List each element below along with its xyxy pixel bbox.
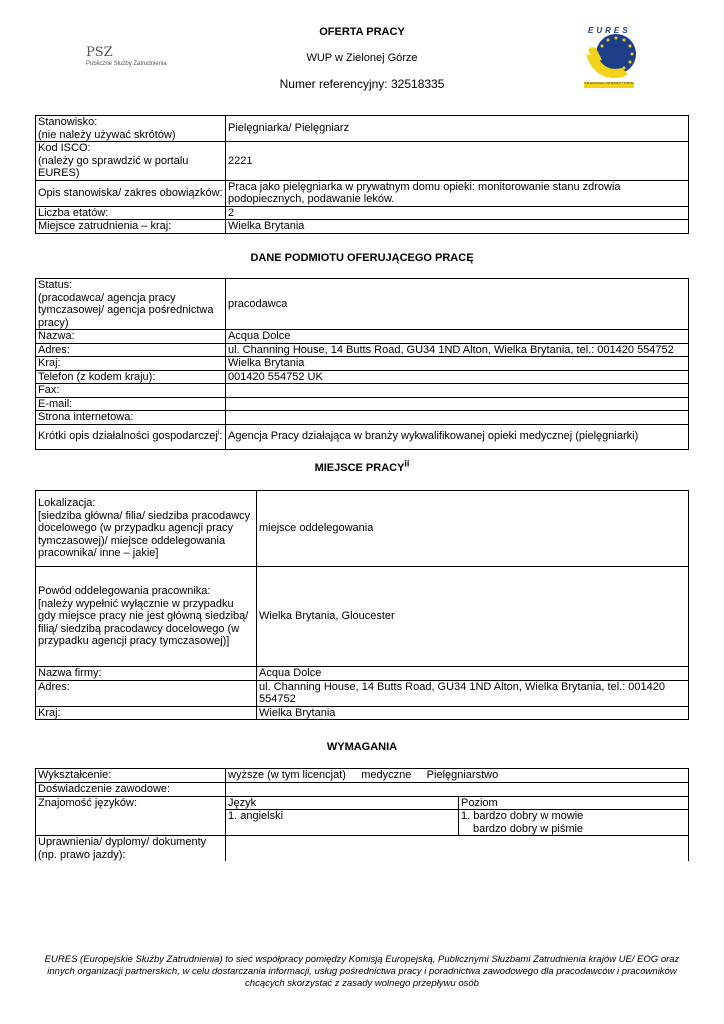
permits-value xyxy=(226,836,689,862)
table-row xyxy=(36,357,689,371)
table-row xyxy=(36,384,689,398)
psz-logo-abbr: PSZ xyxy=(86,45,113,60)
education-level: wyższe (w tym licencjat) xyxy=(228,769,346,782)
table-row xyxy=(36,796,689,810)
table-row xyxy=(36,279,689,330)
table-row xyxy=(36,370,689,384)
psz-logo-text: Publiczne Służby Zatrudnienia xyxy=(86,61,167,67)
languages-label: Znajomość języków: xyxy=(36,796,226,836)
eures-logo xyxy=(582,24,638,92)
table-row xyxy=(36,220,689,234)
requirements-heading: WYMAGANIA xyxy=(326,741,398,753)
employer-status-label: Status: (pracodawca/ agencja pracy tymczasowej/ agencja pośrednictwa pracy) xyxy=(36,279,226,330)
location-label: Lokalizacja: [siedziba główna/ filia/ siedziba pracodawcy docelowego (w przypadku agencji pracy tymczasowej)/ miejsce oddelegowania pracownika/ inne – jakie] xyxy=(36,491,257,567)
employer-fax-value xyxy=(226,384,689,398)
education-field: medyczne xyxy=(361,769,412,782)
reference-value: 32518335 xyxy=(391,77,445,91)
employer-name-label: Nazwa: xyxy=(36,330,226,344)
company-address-label: Adres: xyxy=(36,680,257,706)
table-row xyxy=(36,491,689,567)
employer-email-label: E-mail: xyxy=(36,397,226,411)
positions-count-label: Liczba etatów: xyxy=(36,206,226,220)
language-value: 1. angielski xyxy=(226,810,459,836)
language-column-header: Język xyxy=(226,796,459,810)
isco-code-label: Kod ISCO: (należy go sprawdzić w portalu EURES) xyxy=(36,142,226,181)
education-value xyxy=(226,769,689,783)
employer-email-value xyxy=(226,397,689,411)
employer-heading: DANE PODMIOTU OFERUJĄCEGO PRACĘ xyxy=(250,252,474,264)
job-table xyxy=(35,115,689,234)
level-speaking: 1. bardzo dobry w mowie xyxy=(461,810,584,822)
employer-name-value: Acqua Dolce xyxy=(226,330,689,344)
employer-activity-label xyxy=(36,424,226,449)
job-position-label: Stanowisko: (nie należy używać skrótów) xyxy=(36,116,226,142)
job-position-value: Pielęgniarka/ Pielęgniarz xyxy=(226,116,689,142)
education-label: Wykształcenie: xyxy=(36,769,226,783)
table-row xyxy=(36,667,689,681)
employment-country-label: Miejsce zatrudnienia – kraj: xyxy=(36,220,226,234)
employer-address-label: Adres: xyxy=(36,343,226,357)
level-column-header: Poziom xyxy=(459,796,689,810)
company-name-label: Nazwa firmy: xyxy=(36,667,257,681)
eures-logo-text: EURES xyxy=(588,26,631,35)
table-row xyxy=(36,567,689,667)
employer-activity-value: Agencja Pracy działająca w branży wykwalifikowanej opieki medycznej (pielęgniarki) xyxy=(226,424,689,449)
employer-table xyxy=(35,278,689,450)
table-row xyxy=(36,836,689,862)
workplace-heading xyxy=(262,458,462,474)
location-value: miejsce oddelegowania xyxy=(257,491,689,567)
eures-logo-subtext: THE EUROPEAN JOB MOBILITY PORTAL xyxy=(584,82,634,85)
isco-code-value: 2221 xyxy=(226,142,689,181)
activity-label-text: Krótki opis działalności gospodarczej xyxy=(38,430,218,443)
reference-label: Numer referencyjny: xyxy=(279,77,388,91)
table-row xyxy=(36,116,689,142)
employer-country-label: Kraj: xyxy=(36,357,226,371)
table-row xyxy=(36,411,689,425)
requirements-table xyxy=(35,768,689,861)
employer-address-value: ul. Channing House, 14 Butts Road, GU34 1ND Alton, Wielka Brytania, tel.: 001420 554752 xyxy=(226,343,689,357)
table-row xyxy=(36,424,689,449)
table-row xyxy=(36,343,689,357)
table-row xyxy=(36,783,689,797)
employer-fax-label: Fax: xyxy=(36,384,226,398)
job-description-value: Praca jako pielęgniarka w prywatnym domu opieki: monitorowanie stanu zdrowia podopiecznych, podawanie leków. xyxy=(226,180,689,206)
permits-label: Uprawnienia/ dyplomy/ dokumenty (np. prawo jazdy): xyxy=(36,836,226,862)
education-specialty: Pielęgniarstwo xyxy=(426,769,499,782)
workplace-table xyxy=(35,490,689,720)
positions-count-value: 2 xyxy=(226,206,689,220)
reference-number xyxy=(232,77,492,91)
psz-logo xyxy=(86,46,186,68)
company-address-value: ul. Channing House, 14 Butts Road, GU34 1ND Alton, Wielka Brytania, tel.: 001420 554752 xyxy=(257,680,689,706)
table-row xyxy=(36,330,689,344)
table-row xyxy=(36,142,689,181)
table-row xyxy=(36,397,689,411)
workplace-footnote-marker: ii xyxy=(404,458,410,469)
employer-status-value: pracodawca xyxy=(226,279,689,330)
activity-label-suffix: : xyxy=(219,430,223,443)
employer-phone-value: 001420 554752 UK xyxy=(226,370,689,384)
employer-phone-label: Telefon (z kodem kraju): xyxy=(36,370,226,384)
company-country-label: Kraj: xyxy=(36,706,257,720)
employer-country-value: Wielka Brytania xyxy=(226,357,689,371)
table-row xyxy=(36,706,689,720)
company-name-value: Acqua Dolce xyxy=(257,667,689,681)
table-row xyxy=(36,680,689,706)
office-name: WUP w Zielonej Górze xyxy=(306,52,418,64)
employer-website-label: Strona internetowa: xyxy=(36,411,226,425)
delegation-reason-label: Powód oddelegowania pracownika: [należy wypełnić wyłącznie w przypadku gdy miejsce pracy nie jest główną siedzibą/ filią/ siedzibą pracodawcy docelowego (w przypadku agencji pracy tymczasowej)] xyxy=(36,567,257,667)
table-row xyxy=(36,769,689,783)
workplace-heading-text: MIEJSCE PRACY xyxy=(314,462,405,474)
delegation-reason-value: Wielka Brytania, Gloucester xyxy=(257,567,689,667)
experience-label: Doświadczenie zawodowe: xyxy=(36,783,226,797)
document-title: OFERTA PRACY xyxy=(319,26,405,38)
level-writing: bardzo dobry w piśmie xyxy=(473,822,584,835)
company-country-value: Wielka Brytania xyxy=(257,706,689,720)
activity-footnote-marker: i xyxy=(217,429,220,437)
experience-value xyxy=(226,783,689,797)
footer-note: EURES (Europejskie Służby Zatrudnienia) to sieć współpracy pomiędzy Komisją Europejską, Publicznymi Służbami Zatrudnienia krajów UE/ EOG oraz innych organizacji partnerskich, w celu dostarczania informacji, usług pośrednictwa pracy i poradnictwa zawodowego dla pracodawców i pracowników chcących skorzystać z zasady wolnego przepływu osób xyxy=(44,954,680,989)
employment-country-value: Wielka Brytania xyxy=(226,220,689,234)
table-row xyxy=(36,180,689,206)
job-description-label: Opis stanowiska/ zakres obowiązków: xyxy=(36,180,226,206)
employer-website-value xyxy=(226,411,689,425)
language-level-value xyxy=(459,810,689,836)
table-row xyxy=(36,206,689,220)
